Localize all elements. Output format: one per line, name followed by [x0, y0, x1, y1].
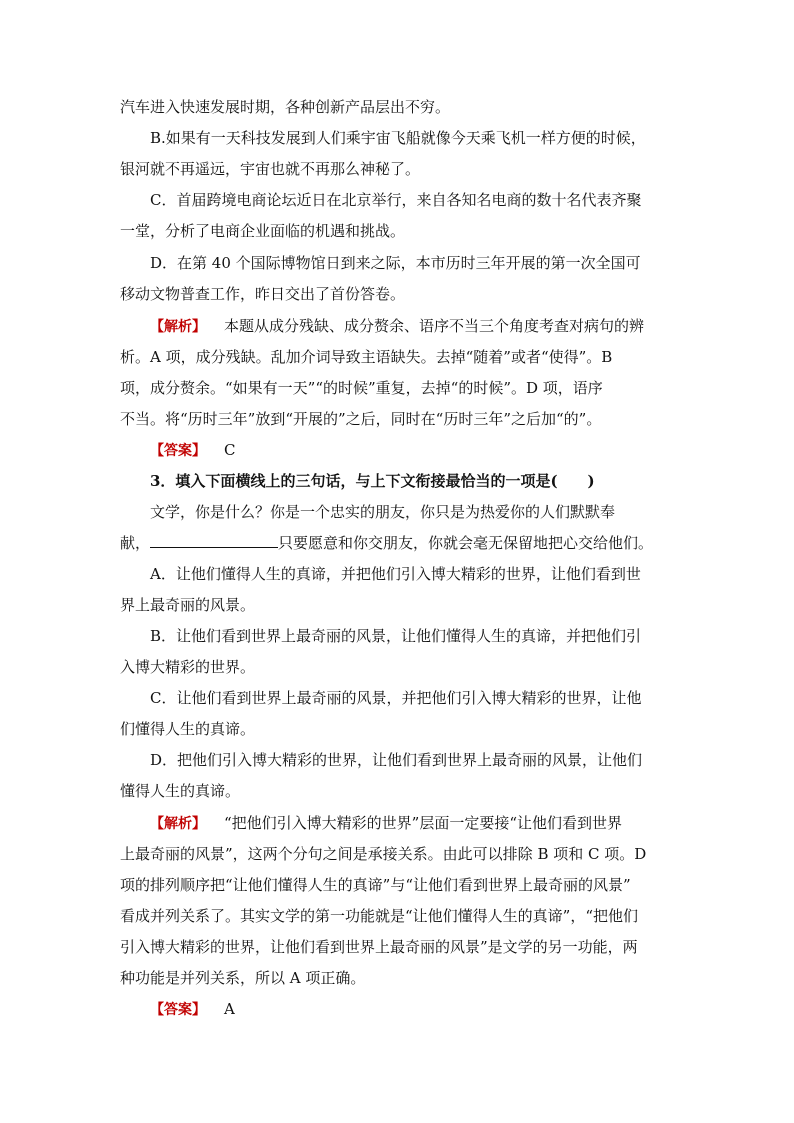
text-line: 上最奇丽的风景”，这两个分句之间是承接关系。由此可以排除 B 项和 C 项。D	[120, 845, 647, 863]
option-b-line: B．让他们看到世界上最奇丽的风景，让他们懂得人生的真谛，并把他们引	[150, 627, 642, 645]
option-d-line: D．把他们引入博大精彩的世界，让他们看到世界上最奇丽的风景，让他们	[150, 751, 643, 769]
answer-text: A	[224, 1000, 235, 1018]
text-line: 一堂，分析了电商企业面临的机遇和挑战。	[120, 222, 406, 240]
answer-blank	[150, 533, 278, 548]
text-line: 项的排列顺序把“让他们懂得人生的真谛”与“让他们看到世界上最奇丽的风景”	[120, 876, 631, 894]
option-b-line: B.如果有一天科技发展到人们乘宇宙飞船就像今天乘飞机一样方便的时候，	[150, 129, 646, 147]
text-line: 引入博大精彩的世界，让他们看到世界上最奇丽的风景”是文学的另一功能，两	[120, 938, 638, 956]
option-a-line: A．让他们懂得人生的真谛，并把他们引入博大精彩的世界，让他们看到世	[150, 565, 641, 583]
answer-tag: 【答案】	[150, 443, 206, 459]
option-c-line: C．首届跨境电商论坛近日在北京举行，来自各知名电商的数十名代表齐聚	[150, 191, 642, 209]
text-line: 界上最奇丽的风景。	[120, 596, 256, 614]
analysis-text: “把他们引入博大精彩的世界”层面一定要接“让他们看到世界	[224, 814, 623, 832]
question-title: 3．填入下面横线上的三句话，与上下文衔接最恰当的一项是( )	[150, 472, 595, 490]
analysis-text: 本题从成分残缺、成分赘余、语序不当三个角度考查对病句的辨	[224, 317, 645, 335]
text-line: 们懂得人生的真谛。	[120, 720, 256, 738]
text-line: 汽车进入快速发展时期，各种创新产品层出不穷。	[120, 98, 451, 116]
text-line: 银河就不再遥远，宇宙也就不再那么神秘了。	[120, 160, 421, 178]
fill-blank-line	[120, 533, 653, 553]
text-fragment: 只要愿意和你交朋友，你就会毫无保留地把心交给他们。	[278, 534, 654, 552]
answer-line	[150, 440, 235, 460]
analysis-tag: 【解析】	[150, 319, 206, 335]
option-d-line: D．在第 40 个国际博物馆日到来之际，本市历时三年开展的第一次全国可	[150, 254, 641, 272]
answer-line	[150, 999, 235, 1019]
text-line: 看成并列关系了。其实文学的第一功能就是“让他们懂得人生的真谛”，“把他们	[120, 907, 639, 925]
text-line: 不当。将“历时三年”放到“开展的”之后，同时在“历时三年”之后加“的”。	[120, 410, 602, 428]
text-line: 项，成分赘余。“如果有一天”“的时候”重复，去掉“的时候”。D 项，语序	[120, 379, 603, 397]
answer-text: C	[224, 441, 236, 459]
text-line: 文学，你是什么？你是一个忠实的朋友，你只是为热爱你的人们默默奉	[150, 503, 616, 521]
text-line: 移动文物普查工作，昨日交出了首份答卷。	[120, 285, 406, 303]
answer-tag: 【答案】	[150, 1002, 206, 1018]
option-c-line: C．让他们看到世界上最奇丽的风景，并把他们引入博大精彩的世界，让他	[150, 689, 642, 707]
analysis-line	[150, 813, 622, 833]
text-line: 懂得人生的真谛。	[120, 782, 241, 800]
analysis-line	[150, 316, 644, 336]
analysis-tag: 【解析】	[150, 816, 206, 832]
text-line: 析。A 项，成分残缺。乱加介词导致主语缺失。去掉“随着”或者“使得”。B	[120, 348, 613, 366]
text-line: 入博大精彩的世界。	[120, 658, 256, 676]
text-line: 种功能是并列关系，所以 A 项正确。	[120, 969, 366, 987]
text-fragment: 献，	[120, 534, 151, 552]
